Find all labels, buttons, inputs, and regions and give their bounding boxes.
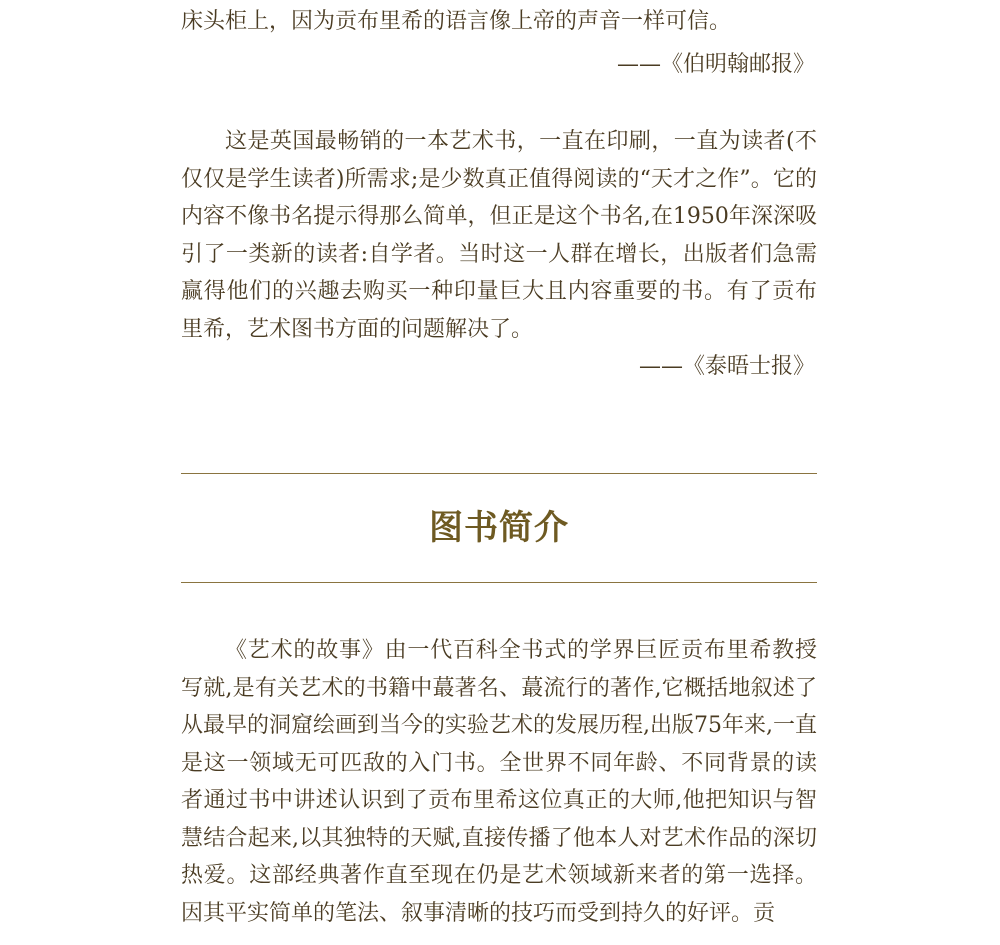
section-top-rule [181, 473, 817, 474]
review-birmingham-tail: 床头柜上，因为贡布里希的语言像上帝的声音一样可信。 [181, 9, 732, 34]
article-column [181, 0, 817, 945]
book-intro-text: 《艺术的故事》由一代百科全书式的学界巨匠贡布里希教授写就,是有关艺术的书籍中蕞著名、蕞流行的著作,它概括地叙述了从最早的洞窟绘画到当今的实验艺术的发展历程,出版75年来,一直是这一领域无可匹敌的入门书。全世界不同年龄、不同背景的读者通过书中讲述认识到了贡布里希这位真正的大师,他把知识与智慧结合起来,以其独特的天赋,直接传播了他本人对艺术作品的深切热爱。这部经典著作直至现在仍是艺术领域新来者的第一选择。因其平实简单的笔法、叙事清晰的技巧而受到持久的好评。贡 [181, 638, 817, 926]
section-title: 图书简介 [429, 508, 569, 548]
review-birmingham-source: ——《伯明翰邮报》 [616, 52, 815, 77]
review-times-source: ——《泰晤士报》 [638, 354, 815, 379]
review-times-text: 这是英国最畅销的一本艺术书，一直在印刷，一直为读者(不仅仅是学生读者)所需求;是少数真正值得阅读的“天才之作”。它的内容不像书名提示得那么简单，但正是这个书名,在1950年深深吸引了一类新的读者:自学者。当时这一人群在增长，出版者们急需赢得他们的兴趣去购买一种印量巨大且内容重要的书。有了贡布里希，艺术图书方面的问题解决了。 [181, 129, 817, 342]
section-bottom-rule [181, 582, 817, 583]
